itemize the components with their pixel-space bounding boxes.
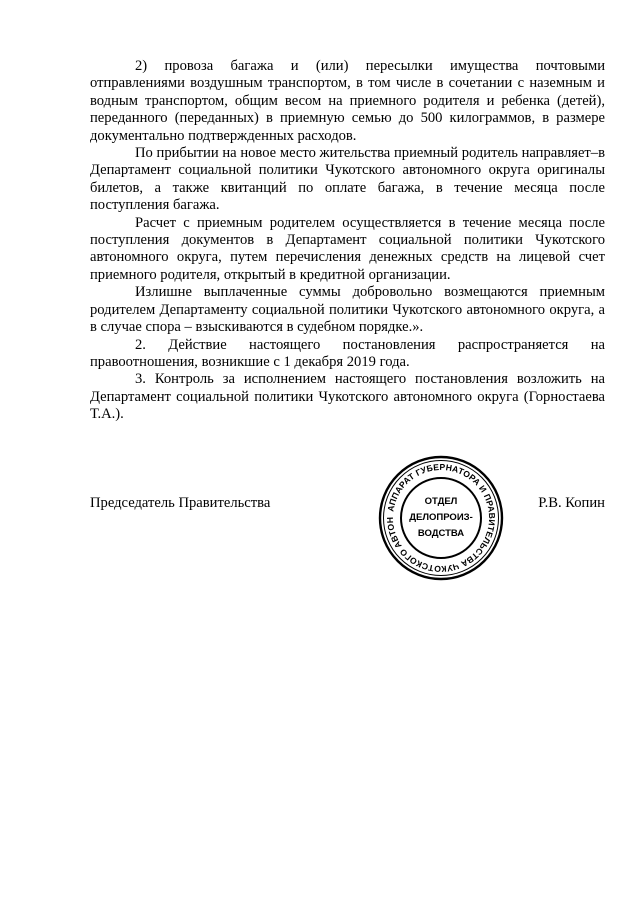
- stamp-seal-icon: [377, 454, 505, 582]
- stamp-ring-text: АППАРАТ ГУБЕРНАТОРА И ПРАВИТЕЛЬСТВА ЧУКОТСКОГО АВТОН: [384, 461, 498, 575]
- stamp-center-line-3: ВОДСТВА: [417, 528, 465, 539]
- paragraph-baggage: 2) провоза багажа и (или) пересылки имущества почтовыми отправлениями воздушным транспортом, в том числе в сочетании с наземным и водным транспортом, общим весом на приемного родителя и ребенка (детей), переданного (переданных) в приемную семью до 500 килограммов, в размере документально подтвержденных расходов.: [90, 58, 605, 144]
- paragraph-effect: 2. Действие настоящего постановления распространяется на правоотношения, возникшие с 1 декабря 2019 года.: [90, 336, 605, 370]
- signature-block: [90, 495, 605, 515]
- document-body: [90, 58, 605, 424]
- signatory-title: Председатель Правительства: [90, 495, 271, 511]
- signatory-name: Р.В. Копин: [538, 495, 605, 511]
- stamp-center-line-2: ДЕЛОПРОИЗ-: [409, 512, 473, 523]
- stamp-center-line-1: ОТДЕЛ: [424, 496, 458, 507]
- paragraph-control: 3. Контроль за исполнением настоящего постановления возложить на Департамент социальной политики Чукотского автономного округа (Горностаева Т.А.).: [90, 371, 605, 423]
- paragraph-arrival: По прибытии на новое место жительства приемный родитель направляет–в Департамент социальной политики Чукотского автономного округа оригиналы билетов, а также квитанций по оплате багажа, в течение месяца после поступления багажа.: [90, 145, 605, 214]
- paragraph-overpayment: Излишне выплаченные суммы добровольно возмещаются приемным родителем Департаменту социальной политики Чукотского автономного округа, а в случае спора – взыскиваются в судебном порядке.».: [90, 284, 605, 336]
- paragraph-settlement: Расчет с приемным родителем осуществляется в течение месяца после поступления документов в Департамент социальной политики Чукотского автономного округа, путем перечисления денежных средств на лицевой счет приемного родителя, открытый в кредитной организации.: [90, 214, 605, 283]
- official-stamp: [377, 454, 505, 582]
